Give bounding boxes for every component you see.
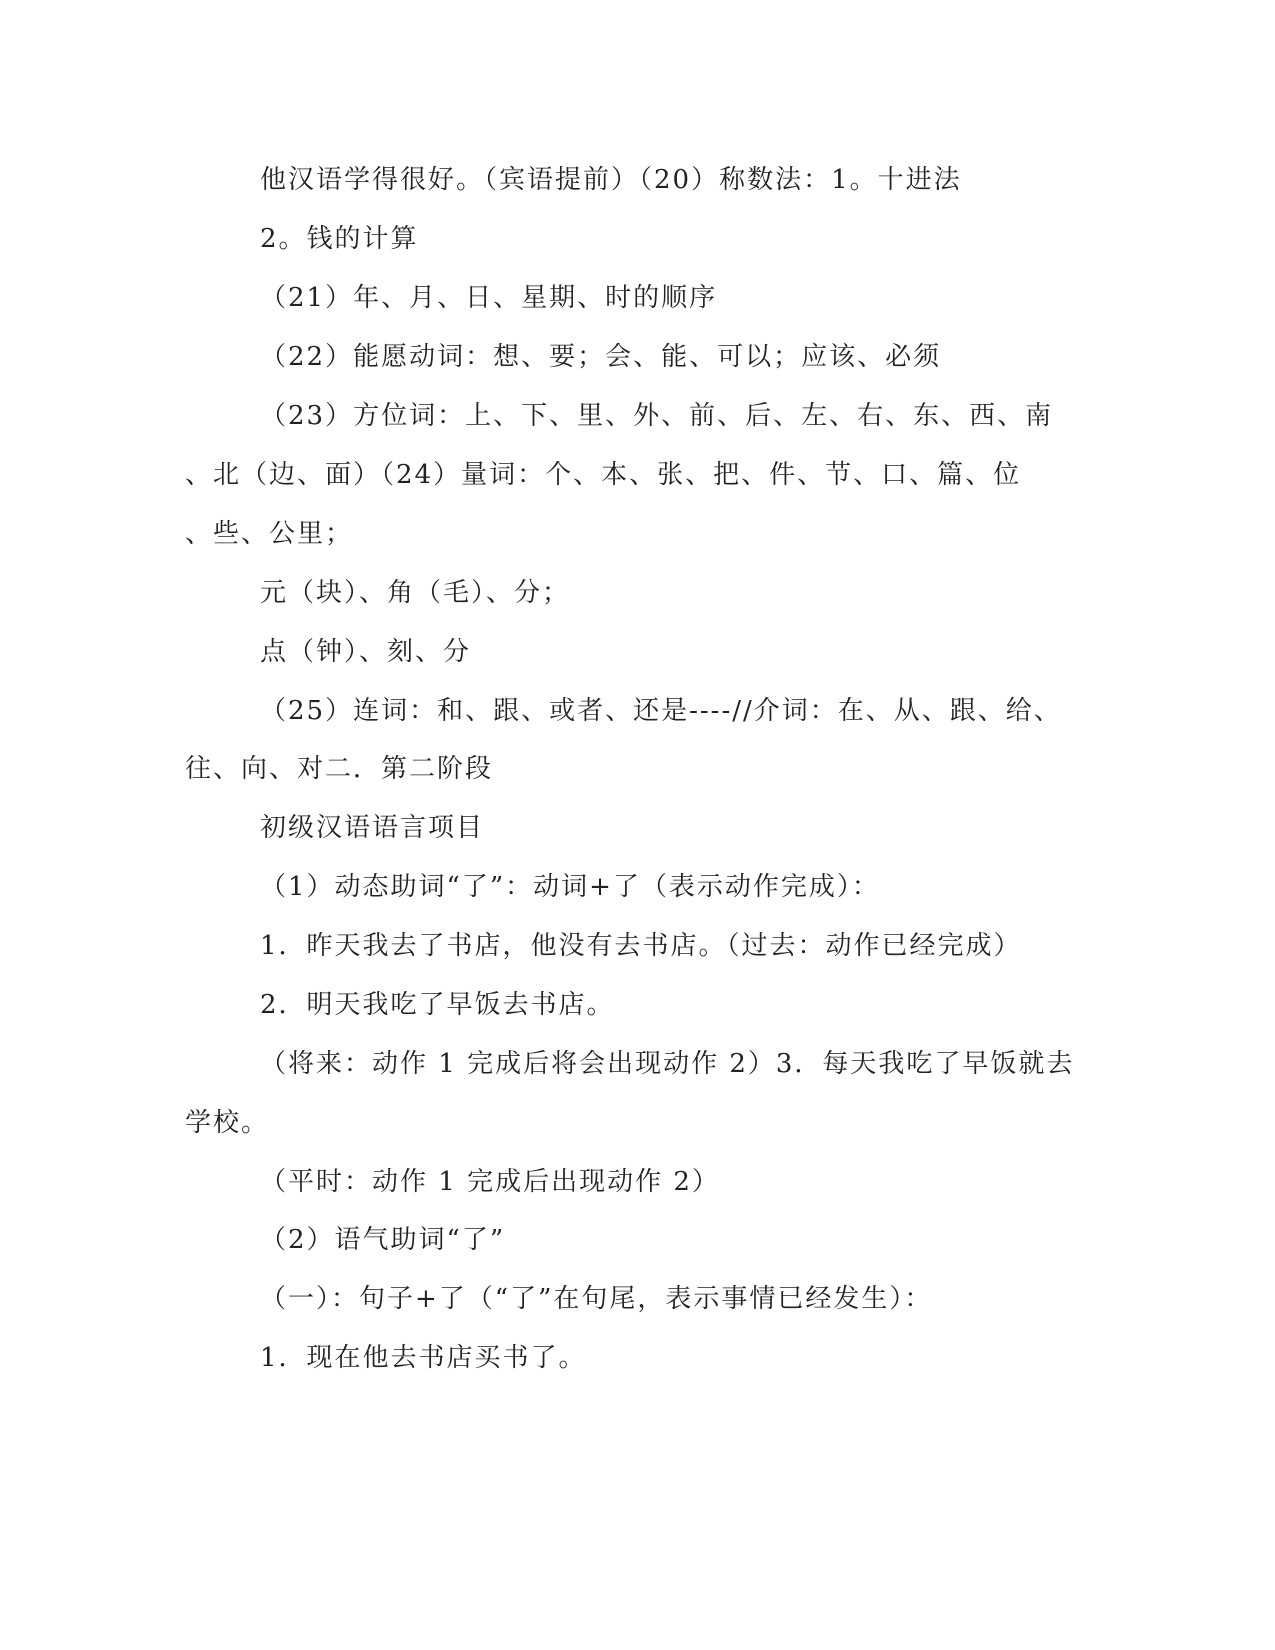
text-line: 点（钟）、刻、分 [260, 637, 472, 667]
text-line: （25）连词：和、跟、或者、还是----//介词：在、从、跟、给、 [260, 696, 1062, 726]
text-line: （2）语气助词“了” [260, 1225, 506, 1255]
text-line: 他汉语学得很好。（宾语提前）（20）称数法：1。十进法 [260, 165, 962, 195]
text-line: （1）动态助词“了”：动词+了（表示动作完成）： [260, 872, 880, 902]
text-line: 1．现在他去书店买书了。 [260, 1343, 587, 1373]
text-line: （平时：动作 1 完成后出现动作 2） [260, 1167, 720, 1197]
text-line: （23）方位词：上、下、里、外、前、后、左、右、东、西、南 [260, 401, 1054, 431]
text-line: 1．昨天我去了书店，他没有去书店。（过去：动作已经完成） [260, 931, 1022, 961]
text-line: 2。钱的计算 [260, 224, 419, 254]
text-line: 往、向、对二．第二阶段 [185, 754, 494, 784]
text-line: （22）能愿动词：想、要；会、能、可以；应该、必须 [260, 342, 942, 372]
text-line: 学校。 [185, 1108, 270, 1138]
text-line: 2．明天我吃了早饭去书店。 [260, 990, 615, 1020]
text-line: （将来：动作 1 完成后将会出现动作 2）3．每天我吃了早饭就去 [260, 1049, 1075, 1079]
text-line: 、北（边、面）（24）量词：个、本、张、把、件、节、口、篇、位 [185, 460, 1022, 490]
text-line: 元（块）、角（毛）、分； [260, 578, 571, 608]
text-line: 、些、公里； [185, 519, 354, 549]
text-line: （一）：句子+了（“了”在句尾，表示事情已经发生）： [260, 1284, 933, 1314]
text-line: （21）年、月、日、星期、时的顺序 [260, 283, 718, 313]
text-line: 初级汉语语言项目 [260, 813, 485, 843]
